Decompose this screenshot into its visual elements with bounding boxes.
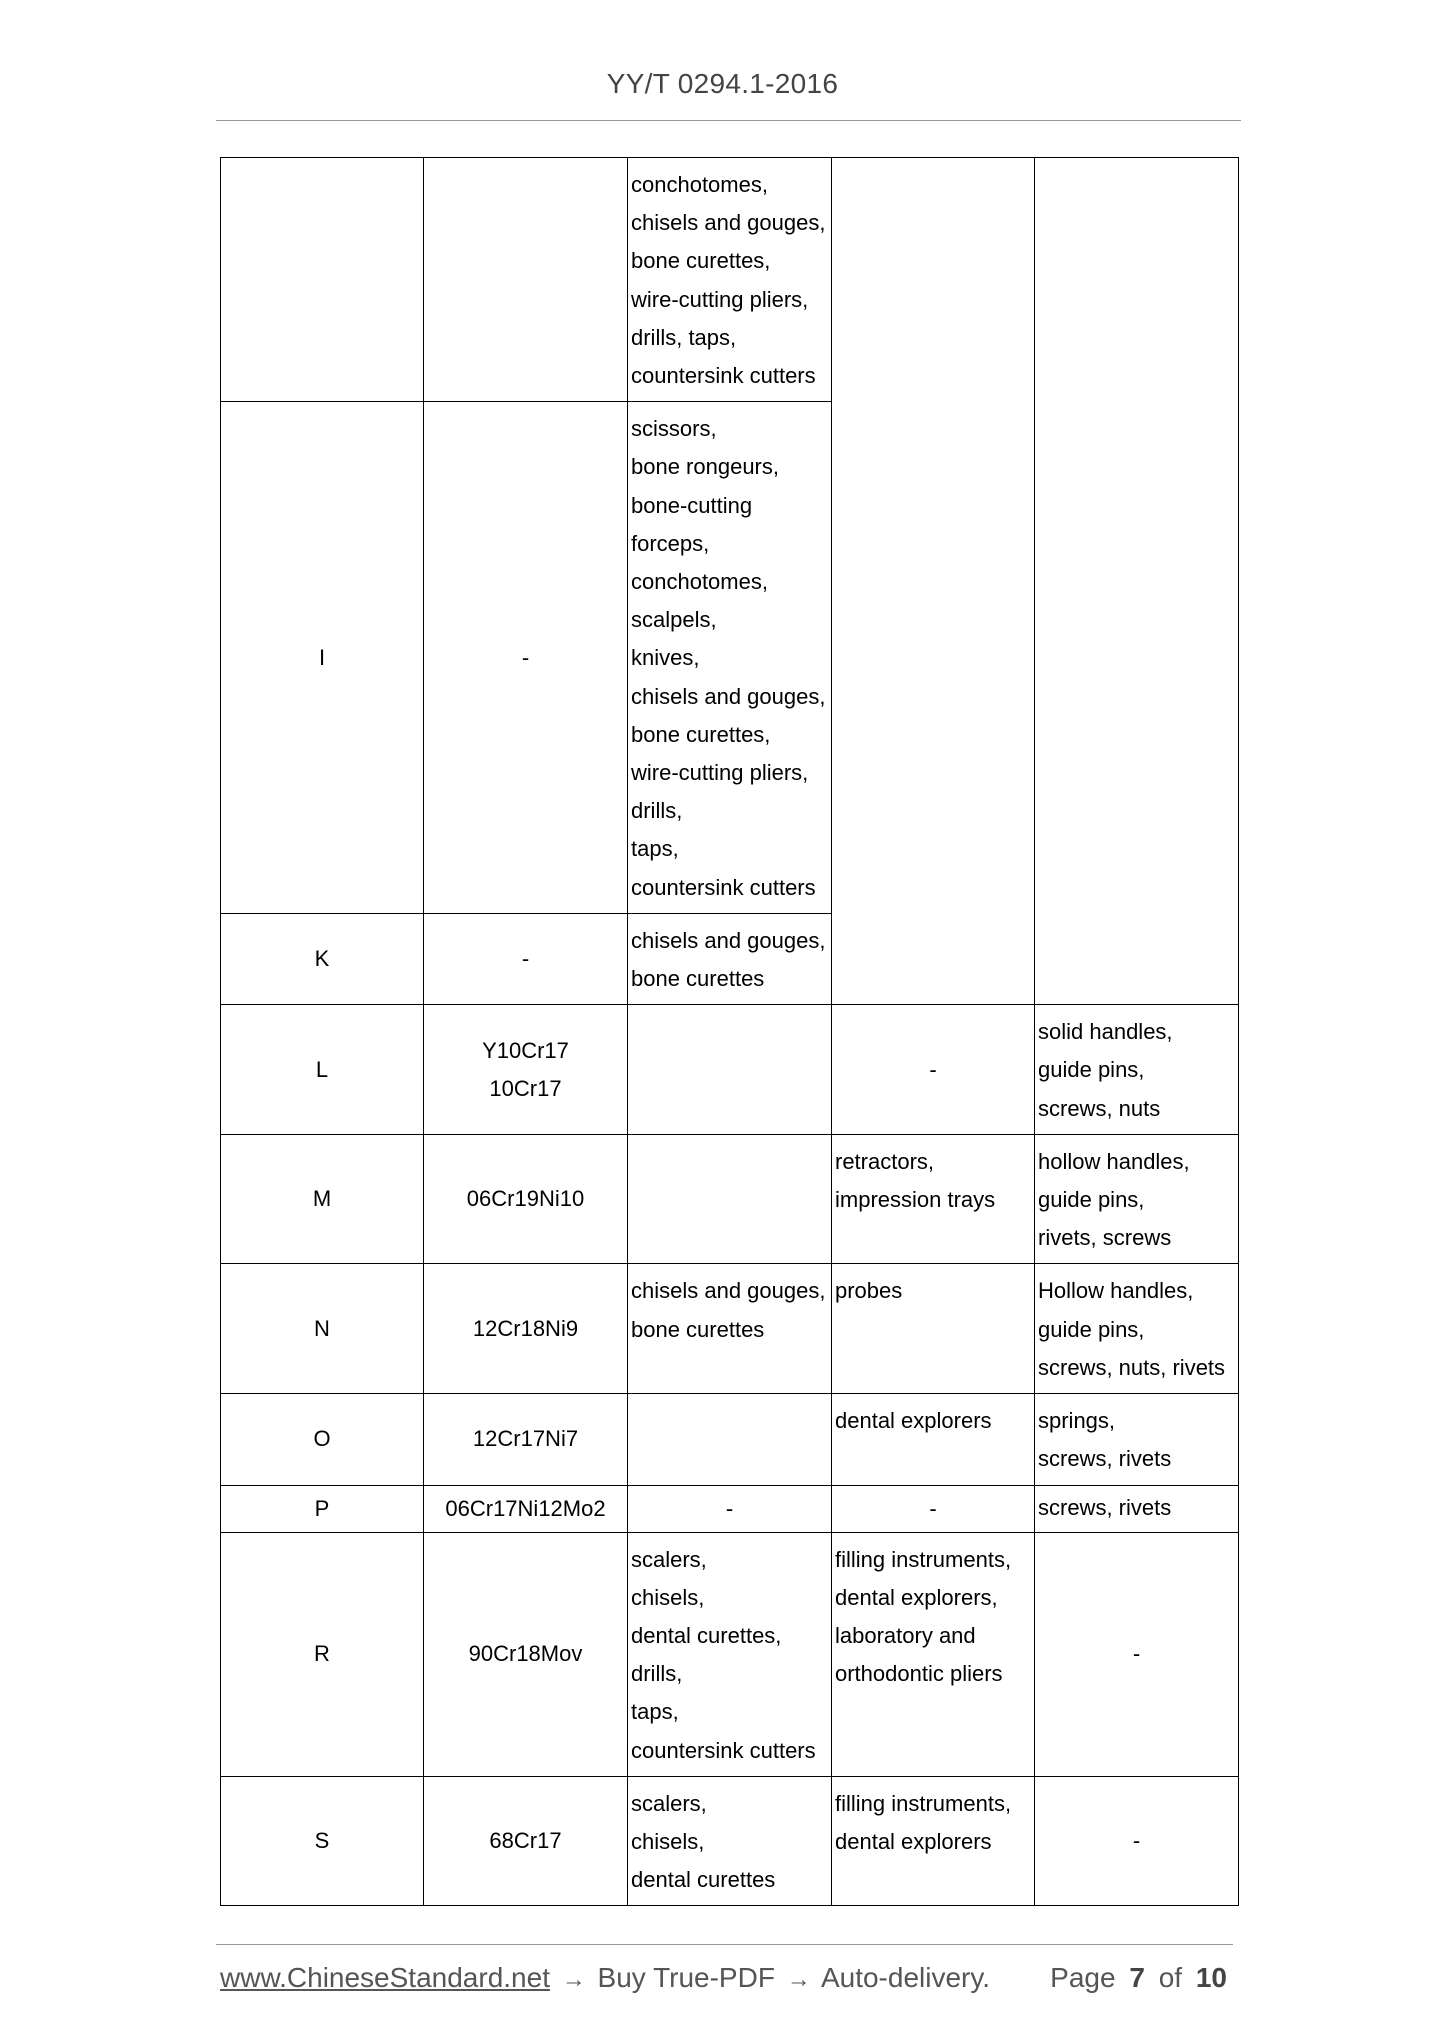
table-cell (1035, 1005, 1239, 1135)
page-word: Page (1050, 1962, 1116, 1993)
table-cell (1035, 1532, 1239, 1776)
cell-line: knives, (631, 645, 700, 671)
buy-pdf-text: Buy True-PDF (597, 1962, 775, 1993)
table-cell (832, 158, 1035, 1005)
table-cell (832, 1394, 1035, 1485)
table-row (221, 1394, 1239, 1485)
table-cell (628, 1485, 832, 1532)
grade-cell (221, 1776, 424, 1906)
site-link[interactable]: www.ChineseStandard.net (220, 1962, 550, 1993)
cell-line: chisels and gouges, (631, 1278, 826, 1304)
table-cell (832, 1532, 1035, 1776)
table-cell (1035, 1134, 1239, 1264)
steel-cell (424, 1776, 628, 1906)
table-cell (628, 1005, 832, 1135)
grade-cell (221, 1394, 424, 1485)
cell-line: chisels, (631, 1828, 705, 1854)
cell-line: - (1132, 1828, 1141, 1854)
grade-label: M (312, 1186, 332, 1212)
cell-line: bone curettes, (631, 721, 771, 747)
cell-line: bone curettes (631, 966, 765, 992)
table-cell (832, 1264, 1035, 1394)
arrow-right-icon: → (561, 1966, 586, 1993)
steel-cell (424, 1394, 628, 1485)
steel-label: Y10Cr17 (482, 1037, 569, 1063)
cell-line: guide pins, (1038, 1316, 1145, 1342)
grade-cell (221, 1005, 424, 1135)
steel-label: 10Cr17 (489, 1075, 562, 1101)
cell-line: chisels and gouges, (631, 927, 826, 953)
cell-line: springs, (1038, 1408, 1116, 1434)
arrow-right-icon: → (786, 1966, 811, 1993)
cell-line: countersink cutters (631, 363, 816, 389)
cell-line: orthodontic pliers (835, 1661, 1003, 1687)
table-row (221, 1264, 1239, 1394)
table-row (221, 1134, 1239, 1264)
cell-line: screws, rivets (1038, 1446, 1172, 1472)
table-cell (628, 1776, 832, 1906)
steel-cell (424, 402, 628, 914)
cell-line: wire-cutting pliers, (631, 286, 809, 312)
grade-label: K (314, 946, 330, 972)
cell-line: dental curettes (631, 1867, 776, 1893)
steel-label: 68Cr17 (489, 1828, 562, 1854)
cell-line: forceps, (631, 530, 710, 556)
cell-line: screws, rivets (1038, 1495, 1172, 1521)
cell-line: dental explorers (835, 1828, 992, 1854)
steel-label: 06Cr17Ni12Mo2 (445, 1495, 606, 1521)
cell-line: Hollow handles, (1038, 1278, 1194, 1304)
steel-cell (424, 913, 628, 1004)
cell-line: bone rongeurs, (631, 454, 779, 480)
current-page: 7 (1129, 1962, 1145, 1993)
grade-cell (221, 1532, 424, 1776)
steel-label: - (521, 644, 530, 670)
cell-line: filling instruments, (835, 1546, 1012, 1572)
cell-line: scalers, (631, 1790, 707, 1816)
footer-divider (216, 1944, 1233, 1945)
steel-label: 90Cr18Mov (468, 1641, 583, 1667)
steel-label: 12Cr17Ni7 (472, 1426, 579, 1452)
cell-line: countersink cutters (631, 874, 816, 900)
steel-cell (424, 1532, 628, 1776)
cell-line: - (1132, 1641, 1141, 1667)
cell-line: probes (835, 1278, 903, 1304)
steel-cell (424, 1134, 628, 1264)
table-cell (628, 913, 832, 1004)
cell-line: countersink cutters (631, 1737, 816, 1763)
grade-label: O (313, 1426, 331, 1452)
cell-line: rivets, screws (1038, 1225, 1172, 1251)
table-cell (424, 158, 628, 402)
cell-line: chisels and gouges, (631, 683, 826, 709)
steel-label: 12Cr18Ni9 (472, 1315, 579, 1341)
cell-line: - (929, 1056, 937, 1082)
grade-cell (221, 1485, 424, 1532)
table-cell (1035, 1394, 1239, 1485)
grade-label: R (314, 1641, 330, 1667)
cell-line: dental curettes, (631, 1622, 782, 1648)
cell-line: conchotomes, (631, 172, 768, 197)
grade-label: S (314, 1828, 330, 1854)
page-header-title: YY/T 0294.1-2016 (606, 68, 839, 99)
cell-line: guide pins, (1038, 1187, 1145, 1213)
cell-line: taps, (631, 1699, 679, 1725)
cell-line: chisels and gouges, (631, 210, 826, 236)
header-divider (216, 120, 1241, 121)
cell-line: wire-cutting pliers, (631, 760, 809, 786)
steel-cell (424, 1264, 628, 1394)
cell-line: hollow handles, (1038, 1148, 1190, 1174)
table-cell (221, 158, 424, 402)
table-cell (832, 1134, 1035, 1264)
cell-line: bone curettes (631, 1316, 765, 1342)
cell-line: drills, taps, (631, 324, 737, 350)
cell-line: retractors, (835, 1148, 935, 1174)
grade-cell (221, 913, 424, 1004)
cell-line: bone-cutting (631, 492, 753, 518)
cell-line: drills, (631, 798, 683, 824)
cell-line: conchotomes, (631, 569, 768, 595)
table-cell (628, 158, 832, 402)
cell-line: screws, nuts (1038, 1095, 1161, 1121)
cell-line: bone curettes, (631, 248, 771, 274)
cell-line: solid handles, (1038, 1019, 1173, 1045)
table-cell (1035, 1485, 1239, 1532)
cell-line: laboratory and (835, 1622, 976, 1648)
of-word: of (1158, 1962, 1183, 1993)
grade-cell (221, 1134, 424, 1264)
total-pages: 10 (1195, 1962, 1227, 1993)
cell-line: screws, nuts, rivets (1038, 1354, 1226, 1380)
table-row (221, 1532, 1239, 1776)
cell-line: drills, (631, 1661, 683, 1687)
table-cell (1035, 1264, 1239, 1394)
cell-line: guide pins, (1038, 1057, 1145, 1083)
materials-table (220, 157, 1239, 1906)
table-cell (1035, 158, 1239, 1005)
steel-label: 06Cr19Ni10 (466, 1186, 585, 1212)
grade-label: P (314, 1495, 330, 1521)
grade-label: N (314, 1315, 330, 1341)
table-cell (1035, 1776, 1239, 1906)
table-cell (832, 1485, 1035, 1532)
auto-delivery-text: Auto-delivery. (820, 1962, 991, 1993)
table-row (221, 1485, 1239, 1532)
steel-cell (424, 1005, 628, 1135)
table-cell (628, 402, 832, 914)
cell-line: chisels, (631, 1584, 705, 1610)
table-row (221, 158, 1239, 402)
table-row (221, 1005, 1239, 1135)
table-cell (832, 1005, 1035, 1135)
table-cell (832, 1776, 1035, 1906)
grade-label: I (318, 644, 326, 670)
page-footer (220, 1962, 1233, 2002)
grade-cell (221, 1264, 424, 1394)
cell-line: scissors, (631, 416, 717, 442)
table-cell (628, 1394, 832, 1485)
steel-cell (424, 1485, 628, 1532)
cell-line: scalers, (631, 1546, 707, 1572)
page-indicator (1050, 1962, 1233, 1994)
steel-label: - (521, 946, 530, 972)
cell-line: impression trays (835, 1187, 996, 1213)
cell-line: dental explorers (835, 1408, 992, 1434)
cell-line: dental explorers, (835, 1584, 998, 1610)
cell-line: taps, (631, 836, 679, 862)
table-row (221, 1776, 1239, 1906)
cell-line: - (725, 1495, 734, 1521)
cell-line: - (929, 1495, 937, 1521)
table-cell (628, 1532, 832, 1776)
grade-label: L (315, 1056, 329, 1082)
table-cell (628, 1134, 832, 1264)
cell-line: scalpels, (631, 607, 717, 633)
grade-cell (221, 402, 424, 914)
cell-line: filling instruments, (835, 1790, 1012, 1816)
table-cell (628, 1264, 832, 1394)
